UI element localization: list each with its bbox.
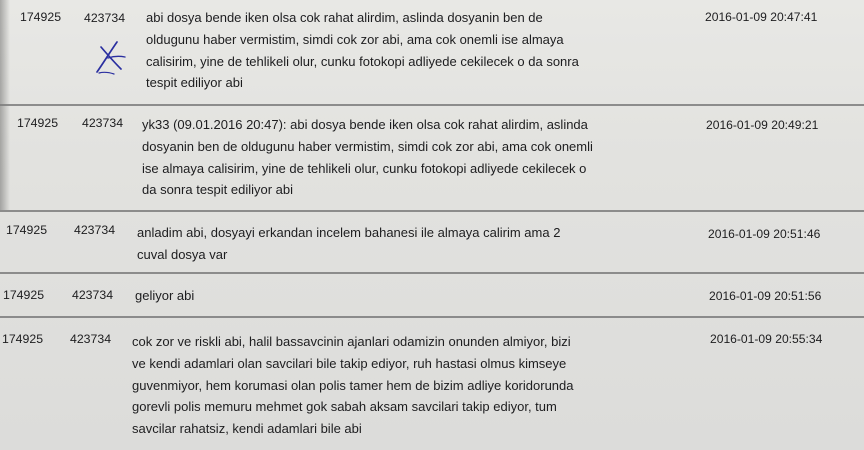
sender-id: 174925 — [3, 288, 45, 302]
receiver-id: 423734 — [84, 11, 126, 25]
message-line: ve kendi adamlari olan savcilari bile takip ediyor, ruh hastasi olmus kimseye — [132, 355, 567, 371]
message-line: savcilar rahatsiz, kendi adamlari bile abi — [132, 421, 362, 437]
sender-id: 174925 — [17, 116, 59, 130]
message-text — [142, 114, 690, 201]
receiver-id: 423734 — [82, 116, 124, 130]
message-line: dosyanin ben de oldugunu haber vermistim, simdi cok zor abi, ama cok onemli — [142, 138, 593, 154]
table-row — [0, 0, 864, 104]
message-line: abi dosya bende iken olsa cok rahat alirdim, aslinda dosyanin ben de — [146, 10, 543, 25]
message-line: yk33 (09.01.2016 20:47): abi dosya bende iken olsa cok rahat alirdim, aslinda — [142, 117, 588, 132]
handwritten-mark — [90, 38, 130, 78]
sender-id: 174925 — [2, 332, 44, 346]
message-line: geliyor abi — [135, 288, 195, 303]
message-line: anladim abi, dosyayi erkandan incelem bahanesi ile almaya calirim ama 2 — [137, 225, 561, 240]
table-row — [0, 106, 864, 210]
message-line: gorevli polis memuru mehmet gok sabah aksam savcilari takip ediyor, tum — [132, 399, 557, 415]
receiver-id: 423734 — [74, 223, 116, 237]
table-row — [0, 212, 864, 272]
message-line: cok zor ve riskli abi, halil bassavcinin ajanlari odamizin onunden almiyor, bizi — [132, 334, 571, 349]
message-line: da sonra tespit ediliyor abi — [142, 182, 294, 198]
timestamp: 2016-01-09 20:55:34 — [710, 332, 823, 346]
message-line: ise almaya calisirim, yine de tehlikeli olur, cunku fotokopi adliyede cekilecek o — [142, 160, 587, 176]
table-row — [0, 274, 864, 316]
message-line: calisirim, yine de tehlikeli olur, cunku fotokopi adliyede cekilecek o da sonra — [146, 53, 579, 69]
receiver-id: 423734 — [70, 332, 112, 346]
message-line: oldugunu haber vermistim, simdi cok zor abi, ama cok onemli ise almaya — [146, 31, 564, 47]
timestamp: 2016-01-09 20:51:46 — [708, 227, 821, 241]
message-line: tespit ediliyor abi — [146, 75, 243, 91]
timestamp: 2016-01-09 20:49:21 — [706, 118, 819, 132]
message-text — [135, 285, 683, 307]
message-text — [132, 331, 680, 440]
sender-id: 174925 — [6, 223, 48, 237]
timestamp: 2016-01-09 20:51:56 — [709, 289, 822, 303]
message-text — [137, 222, 685, 266]
receiver-id: 423734 — [72, 288, 114, 302]
message-text — [146, 7, 694, 94]
timestamp: 2016-01-09 20:47:41 — [705, 10, 818, 24]
message-line: guvenmiyor, hem korumasi olan polis tamer hem de bizim adliye koridorunda — [132, 377, 574, 393]
sender-id: 174925 — [20, 10, 62, 24]
message-line: cuval dosya var — [137, 246, 228, 262]
table-row — [0, 318, 864, 450]
